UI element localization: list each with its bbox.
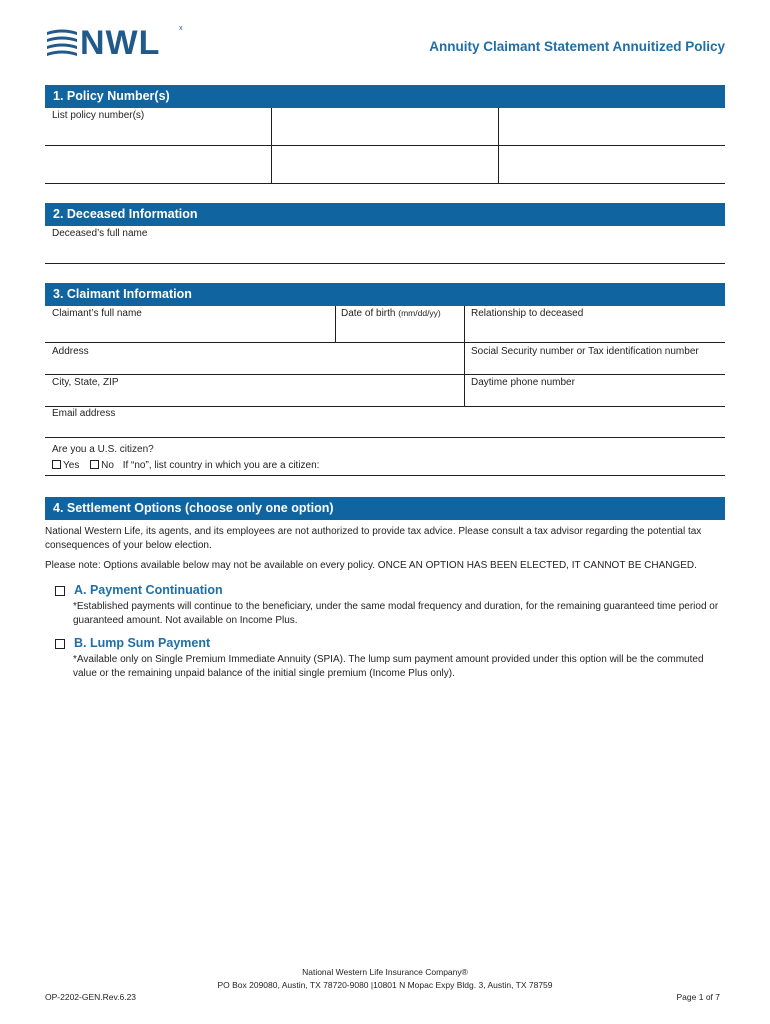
policy-number-field-4[interactable] [45, 146, 271, 183]
checkbox-icon [52, 460, 61, 469]
citizen-options [52, 460, 319, 471]
logo-wordmark: NWL [80, 24, 161, 62]
footer-address: PO Box 209080, Austin, TX 78720-9080 |10801 N Mopac Expy Bldg. 3, Austin, TX 78759 [217, 980, 553, 990]
address-field[interactable] [45, 358, 463, 374]
option-a-description: *Established payments will continue to the beneficiary, under the same modal frequency and duration, for the remaining guaranteed time period or guaranteed amount. Not available on Income Plus. [73, 601, 719, 626]
options-note: Please note: Options available below may not be available on every policy. ONCE AN OPTION HAS BEEN ELECTED, IT CANNOT BE CHANGED. [45, 560, 697, 571]
deceased-name-field[interactable] [45, 241, 725, 263]
option-a-checkbox[interactable] [55, 586, 65, 596]
no-checkbox[interactable] [90, 460, 114, 471]
footer-company: National Western Life Insurance Company® [302, 967, 468, 977]
option-b-checkbox[interactable] [55, 639, 65, 649]
nwl-logo [46, 24, 186, 64]
section-3-header: 3. Claimant Information [45, 283, 725, 306]
divider [45, 437, 725, 438]
policy-number-field-3[interactable] [499, 108, 725, 145]
divider [45, 374, 725, 375]
no-label: No [101, 460, 114, 471]
policy-number-field-6[interactable] [499, 146, 725, 183]
section-1-header: 1. Policy Number(s) [45, 85, 725, 108]
yes-checkbox[interactable] [52, 460, 79, 471]
email-field[interactable] [45, 420, 725, 437]
citizen-question: Are you a U.S. citizen? [52, 444, 154, 455]
claimant-name-field[interactable] [45, 320, 334, 342]
checkbox-icon [90, 460, 99, 469]
deceased-name-label: Deceased’s full name [52, 228, 148, 239]
address-label: Address [52, 346, 89, 357]
citizenship-country-field[interactable] [330, 458, 725, 475]
claimant-name-label: Claimant’s full name [52, 308, 142, 319]
option-b-title: B. Lump Sum Payment [74, 636, 211, 650]
divider [45, 475, 725, 476]
ssn-field[interactable] [466, 358, 725, 374]
divider [335, 306, 336, 343]
dob-label-text: Date of birth [341, 308, 396, 319]
relationship-label: Relationship to deceased [471, 308, 584, 319]
divider [271, 108, 272, 184]
option-a-title: A. Payment Continuation [74, 583, 223, 597]
dob-format: (mm/dd/yy) [398, 308, 441, 318]
relationship-field[interactable] [466, 320, 725, 342]
logo-mark: x [179, 25, 183, 32]
page-number: Page 1 of 7 [676, 992, 720, 1002]
yes-label: Yes [63, 460, 80, 471]
divider [45, 183, 725, 184]
policy-number-field-5[interactable] [272, 146, 498, 183]
dob-label [341, 308, 441, 319]
divider [45, 406, 725, 407]
ssn-label: Social Security number or Tax identification number [471, 346, 699, 357]
dob-field[interactable] [336, 320, 463, 342]
phone-field[interactable] [466, 389, 725, 406]
city-label: City, State, ZIP [52, 377, 119, 388]
phone-label: Daytime phone number [471, 377, 575, 388]
option-b-description: *Available only on Single Premium Immediate Annuity (SPIA). The lump sum payment amount provided under this option will be the commuted value or the remaining unpaid balance of the initial single premium (Income Plus only). [73, 654, 704, 679]
policy-numbers-label: List policy number(s) [52, 110, 145, 121]
nwl-stripes-icon [46, 26, 78, 62]
tax-disclaimer: National Western Life, its agents, and its employees are not authorized to provide tax advice. Please consult a tax advisor regarding the potential tax consequences of your below election. [45, 526, 702, 551]
form-title: Annuity Claimant Statement Annuitized Policy [429, 39, 725, 54]
divider [45, 342, 725, 343]
divider [464, 306, 465, 407]
section-2-header: 2. Deceased Information [45, 203, 725, 226]
citizenship-country-label: If “no”, list country in which you are a citizen: [122, 460, 320, 471]
email-label: Email address [52, 408, 116, 419]
divider [498, 108, 499, 184]
section-4-header: 4. Settlement Options (choose only one option) [45, 497, 725, 520]
policy-number-field-2[interactable] [272, 108, 498, 145]
form-code: OP-2202-GEN.Rev.6.23 [45, 992, 137, 1002]
city-state-zip-field[interactable] [45, 389, 463, 406]
divider [45, 263, 725, 264]
divider [45, 145, 725, 146]
